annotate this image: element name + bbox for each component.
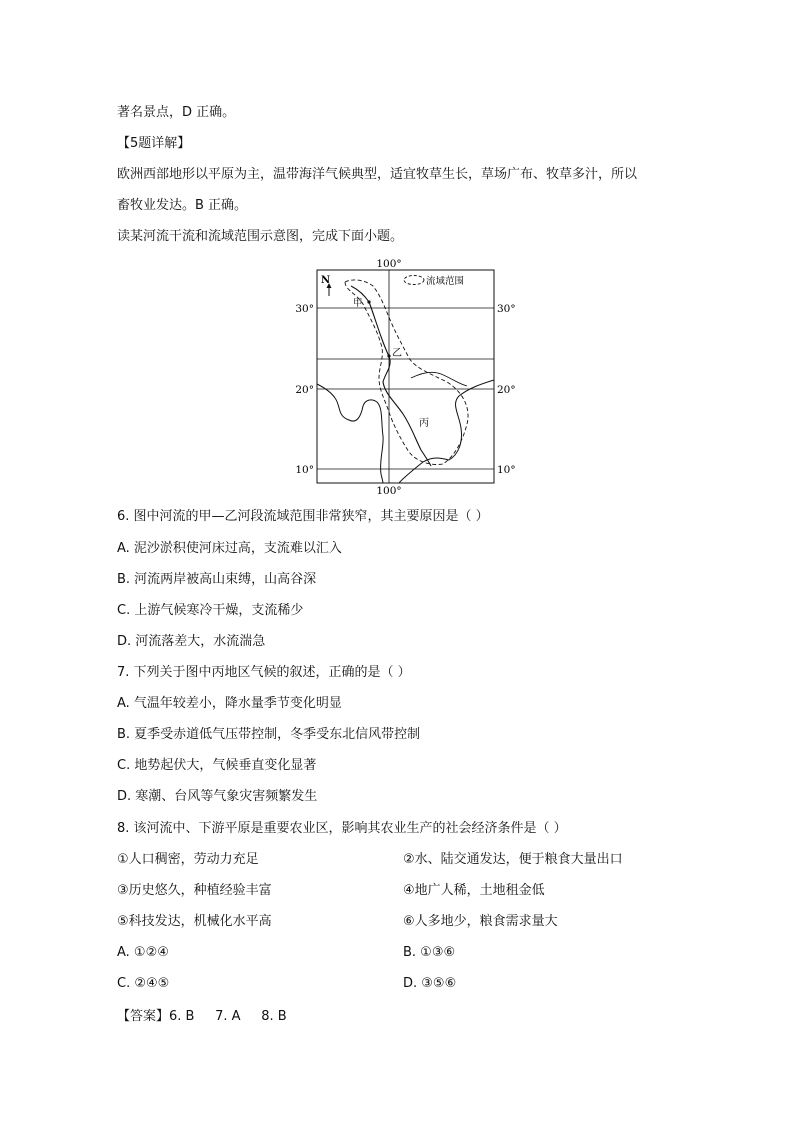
- place-bing-label: 丙: [419, 418, 429, 429]
- text-line-5: 读某河流干流和流域范围示意图，完成下面小题。: [117, 229, 404, 244]
- text-line-1: 著名景点，D 正确。: [117, 105, 236, 120]
- lat-10-right-label: 10°: [497, 464, 516, 476]
- question-6-option-c: C. 上游气候寒冷干燥，支流稀少: [117, 603, 304, 618]
- question-6-stem: 6. 图中河流的甲—乙河段流域范围非常狭窄，其主要原因是（ ）: [117, 509, 489, 524]
- question-8-item-3: ③历史悠久，种植经验丰富: [117, 883, 272, 898]
- question-8-option-b: B. ①③⑥: [403, 945, 456, 960]
- question-8-stem: 8. 该河流中、下游平原是重要农业区，影响其农业生产的社会经济条件是（ ）: [117, 821, 567, 836]
- lon-top-label: 100°: [376, 258, 402, 270]
- question-6-option-b: B. 河流两岸被高山束缚，山高谷深: [117, 572, 317, 587]
- question-8-item-1: ①人口稠密，劳动力充足: [117, 852, 259, 867]
- question-8-item-6: ⑥人多地少，粮食需求量大: [403, 914, 558, 929]
- lat-30-right-label: 30°: [497, 303, 516, 315]
- lat-10-left-label: 10°: [295, 464, 314, 476]
- question-8-item-4: ④地广人稀，土地租金低: [403, 883, 545, 898]
- question-7-option-b: B. 夏季受赤道低气压带控制，冬季受东北信风带控制: [117, 727, 421, 742]
- lat-20-left-label: 20°: [295, 384, 314, 396]
- question-7-option-a: A. 气温年较差小，降水量季节变化明显: [117, 696, 342, 711]
- lat-30-left-label: 30°: [295, 303, 314, 315]
- question-8-option-a: A. ①②④: [117, 945, 169, 960]
- place-jia-label: 甲: [353, 298, 363, 309]
- question-8-option-c: C. ②④⑤: [117, 976, 170, 991]
- question-7-option-c: C. 地势起伏大，气候垂直变化显著: [117, 758, 317, 773]
- place-yi-label: 乙: [392, 348, 402, 359]
- question-8-option-d: D. ③⑤⑥: [403, 976, 457, 991]
- north-label: N: [321, 275, 331, 286]
- text-line-3: 欧洲西部地形以平原为主，温带海洋气候典型，适宜牧草生长，草场广布、牧草多汁，所以: [117, 167, 638, 182]
- legend-label: 流域范围: [426, 276, 465, 287]
- question-7-option-d: D. 寒潮、台风等气象灾害频繁发生: [117, 789, 318, 804]
- question-7-stem: 7. 下列关于图中丙地区气候的叙述，正确的是（ ）: [117, 665, 411, 680]
- lon-bottom-label: 100°: [376, 485, 402, 497]
- question-6-option-a: A. 泥沙淤积使河床过高，支流难以汇入: [117, 541, 342, 556]
- answer-line: 【答案】6. B 7. A 8. B: [117, 1009, 287, 1024]
- question-6-option-d: D. 河流落差大，水流湍急: [117, 634, 266, 649]
- text-line-4: 畜牧业发达。B 正确。: [117, 198, 248, 213]
- section-heading-q5: 【5题详解】: [117, 136, 191, 151]
- question-8-item-2: ②水、陆交通发达，便于粮食大量出口: [403, 852, 623, 867]
- lat-20-right-label: 20°: [497, 384, 516, 396]
- river-basin-map: [291, 256, 516, 498]
- question-8-item-5: ⑤科技发达，机械化水平高: [117, 914, 272, 929]
